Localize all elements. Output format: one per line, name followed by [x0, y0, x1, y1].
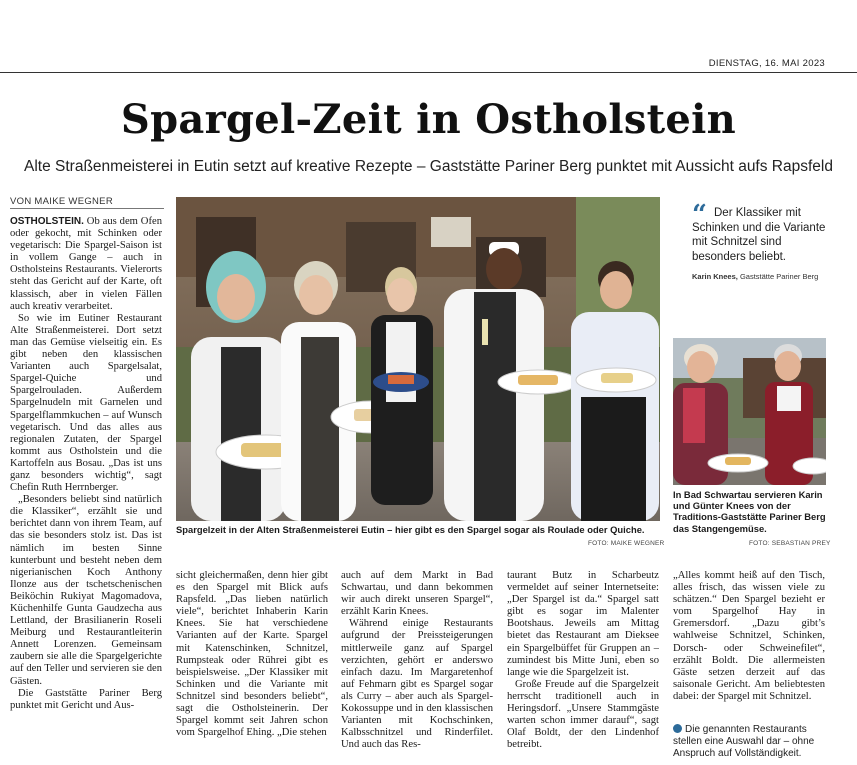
side-photo [673, 338, 826, 485]
byline: VON MAIKE WEGNER [10, 196, 113, 207]
text-column-4 [507, 570, 659, 765]
main-photo [176, 197, 660, 521]
header-rule [0, 72, 857, 73]
paragraph: So wie im Eutiner Restaurant Alte Straßenmeisterei. Dort setzt man das Gemüse vielseitig ein. Es gibt neben den klassischen Varianten auch Spargelsalat, Spargel-Quiche und Spargelrouladen. Außerdem Spargelnudeln mit Garnelen und Spargelflammkuchen – auf Wunsch vegetarisch. Und das alles aus regionalen Zutaten, der Spargel kommt aus Ostholstein und die Kartoffeln aus Bosau. „Das ist uns ganz besonders wichtig“, sagt Chefin Ruth Herrnberger. [10, 312, 162, 494]
quote-icon: “ [692, 200, 707, 230]
issue-date: DIENSTAG, 16. MAI 2023 [708, 58, 825, 69]
paragraph: Große Freude auf die Spargelzeit herrscht traditionell auch in Heringsdorf. „Unsere Stammgäste warten schon immer darauf“, sagt Olaf Boldt, der den Lindenhof betreibt. [507, 678, 659, 751]
pull-quote: Der Klassiker mit Schinken und die Variante mit Schnitzel sind besonders beliebt. [692, 207, 826, 263]
paragraph: „Alles kommt heiß auf den Tisch, alles frisch, das wissen viele zu schätzen.“ Den Spargel bezieht er vom Spargelhof Hay in Gremersdorf. „Dazu gibt’s wahlweise Schnitzel, Schinken, Dorsch- oder Schweinefilet“, erzählt Boldt. Die allermeisten Gäste setzen derzeit auf das saisonale Gericht. Am beliebtesten dabei: der Spargel mit Schnitzel. [673, 570, 825, 702]
main-photo-caption: Spargelzeit in der Alten Straßenmeisterei Eutin – hier gibt es den Spargel sogar als Roulade oder Quiche. [176, 524, 645, 535]
side-photo-credit: FOTO: SEBASTIAN PREY [749, 540, 831, 547]
headline: Spargel-Zeit in Ostholstein [120, 96, 737, 143]
info-icon [673, 724, 682, 733]
pull-quote-source: Karin Knees, Gaststätte Pariner Berg [692, 272, 819, 281]
text-column-5 [673, 570, 825, 720]
main-photo-credit: FOTO: MAIKE WEGNER [588, 540, 665, 547]
text-column-2 [176, 570, 328, 765]
paragraph: sicht gleichermaßen, denn hier gibt es den Spargel mit Blick aufs Rapsfeld. „Das lieben natürlich viele“, berichtet Inhaberin Karin Knees. Sie hat verschiedene Varianten auf der Karte. Spargel mit Katenschinken, Schnitzel, Rumpsteak oder Rührei gibt es beispielsweise. „Der Klassiker mit Schinken und die Variante mit Schnitzel sind besonders beliebt“, sagt die Ostholsteinerin. Der Spargel kommt seit Jahren schon vom Spargelhof Ehing. „Die stehen [176, 570, 328, 739]
info-box: Die genannten Restaurants stellen eine Auswahl dar – ohne Anspruch auf Vollständigkeit. [673, 724, 815, 759]
side-photo-caption: In Bad Schwartau servieren Karin und Günter Knees von der Traditions-Gaststätte Pariner Berg das Stangengemüse. [673, 489, 826, 534]
paragraph: Während einige Restaurants aufgrund der Preissteigerungen mittlerweile ganz auf Spargel verzichten, gehört er anderswo einfach dazu. Im Margaretenhof auf Fehmarn gibt es Spargel sogar als Curry – aber auch als Spargel-Kokossuppe und in den klassischen Varianten mit Kochschinken, Kalbsschnitzel und Rinderfilet. Und auch das Res- [341, 618, 493, 751]
byline-rule [10, 208, 164, 209]
paragraph: auch auf dem Markt in Bad Schwartau, und dann bekommen wir auch direkt unseren Spargel“, erzählt Karin Knees. [341, 570, 493, 618]
paragraph: „Besonders beliebt sind natürlich die Klassiker“, erzählt sie und berichtet dann von ihrem Team, auf das sie besonders stolz ist. Das ist nämlich im besten Sinne kunterbunt und besteht neben dem nigerianischen Koch Anthony Ilonze aus der tschetschenischen Beiköchin Rukiyat Magomadova, Küchenhilfe Gunta Gaudzecha aus Lettland, der Brasilianerin Roseli Meiburg und Restaurantleiterin Annett Lorenzen. Gemeinsam zaubern sie alle die Spargelgerichte auf den Teller und servieren sie den Gästen. [10, 494, 162, 687]
paragraph: OSTHOLSTEIN. Ob aus dem Ofen oder gekocht, mit Schinken oder vegetarisch: Die Spargel-Saison ist in vollem Gange – auch in Ostholsteins Restaurants. Vielerorts steht das Gericht auf der Karte, oft klassisch, aber in vielen Fällen auch kreativ verarbeitet. [10, 216, 162, 312]
paragraph: Die Gaststätte Pariner Berg punktet mit Gericht und Aus- [10, 687, 162, 711]
text-column-1 [10, 216, 162, 764]
subheadline: Alte Straßenmeisterei in Eutin setzt auf kreative Rezepte – Gaststätte Pariner Berg punktet mit Aussicht aufs Rapsfeld [24, 158, 833, 175]
paragraph: taurant Butz in Scharbeutz vermeldet auf seiner Internetseite: „Der Spargel ist da.“ Spargel satt gibt es sogar im Malenter Bootshaus. Jeweils am Mittag bietet das Restaurant am Dieksee ein Spargelbüffet für Gruppen an – zumindest bis Mitte Juni, eben so lange wie die Spargelzeit ist. [507, 570, 659, 678]
text-column-3 [341, 570, 493, 765]
dateline: OSTHOLSTEIN. [10, 216, 84, 227]
